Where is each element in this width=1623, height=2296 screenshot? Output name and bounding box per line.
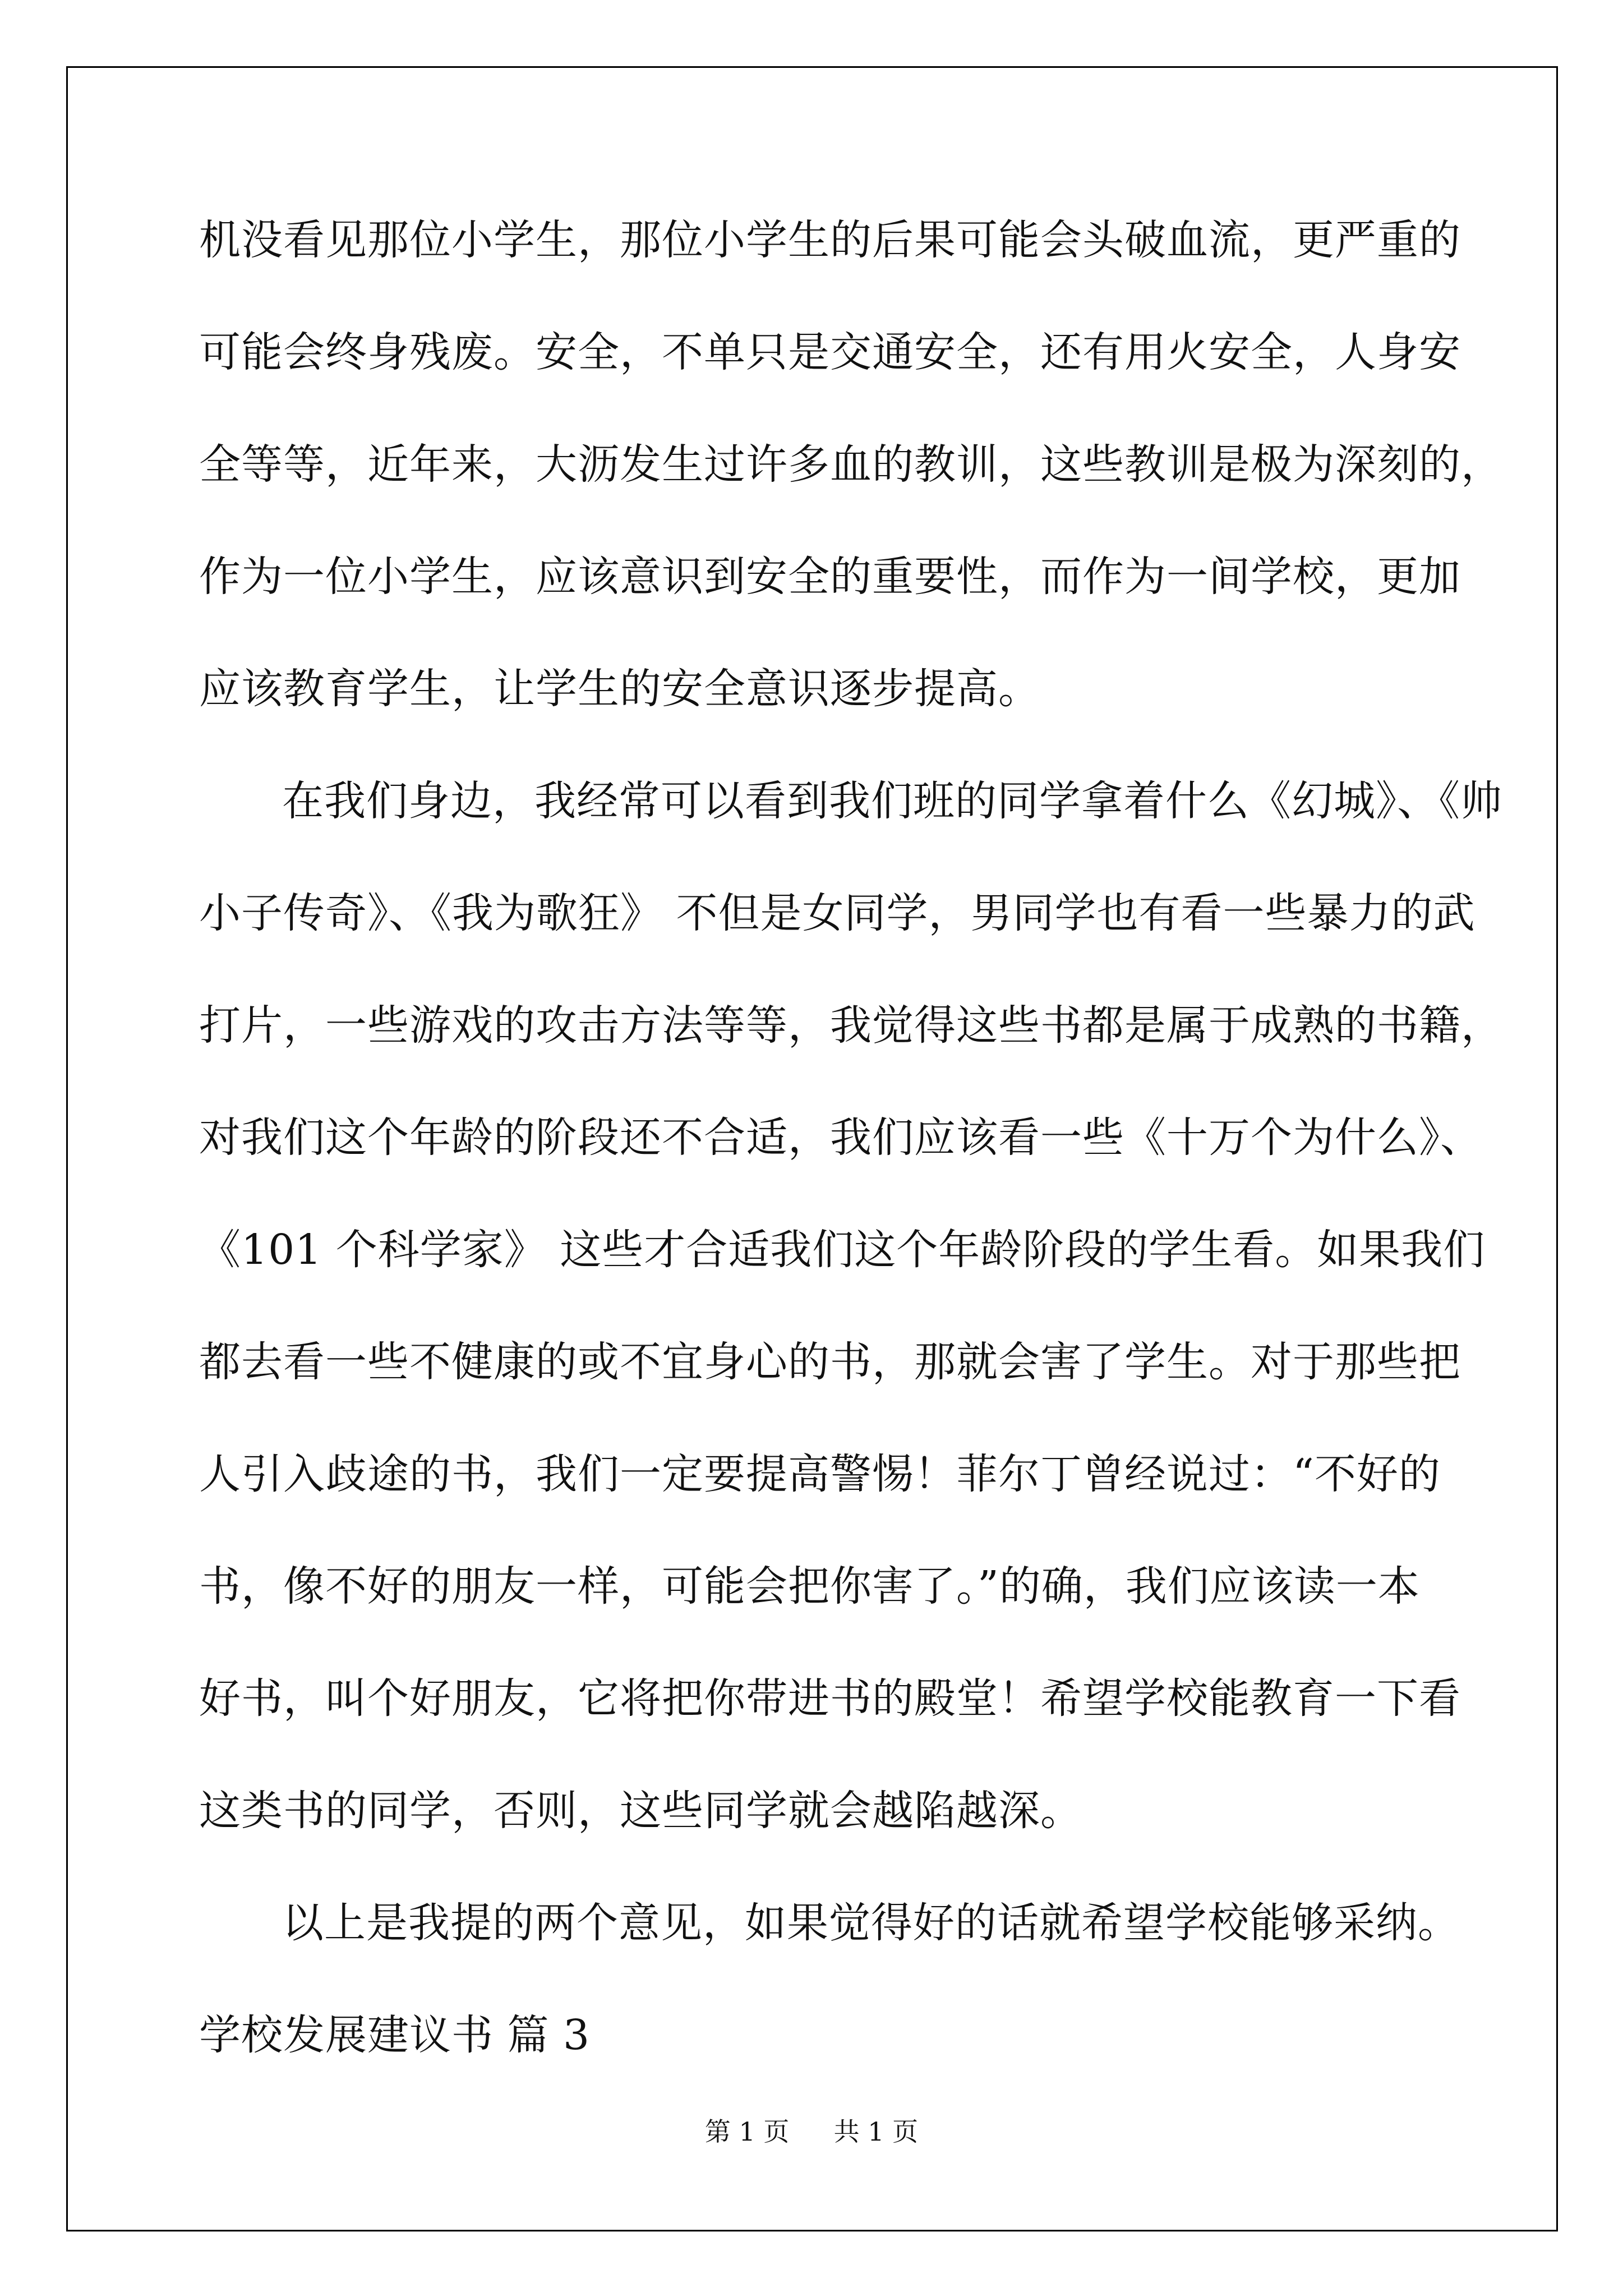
section-heading: 学校发展建议书 篇 3 [199,2011,591,2059]
body-line: 都去看一些不健康的或不宜身心的书，那就会害了学生。对于那些把 [199,1338,1461,1386]
body-line: 小子传奇》、《我为歌狂》 不但是女同学，男同学也有看一些暴力的武 [199,889,1476,937]
paragraph-start-line: 在我们身边，我经常可以看到我们班的同学拿着什么《幻城》、《帅 [282,777,1502,825]
body-line: 机没看见那位小学生，那位小学生的后果可能会头破血流，更严重的 [199,216,1461,264]
body-line: 《101 个科学家》 这些才合适我们这个年龄阶段的学生看。如果我们 [199,1226,1486,1274]
page-number: 第 1 页 [704,2116,790,2147]
body-line: 打片，一些游戏的攻击方法等等，我觉得这些书都是属于成熟的书籍， [199,1001,1503,1050]
body-line: 应该教育学生，让学生的安全意识逐步提高。 [199,665,1040,713]
body-line: 作为一位小学生，应该意识到安全的重要性，而作为一间学校，更加 [199,553,1461,601]
page-total: 共 1 页 [833,2116,919,2147]
body-line: 全等等，近年来，大沥发生过许多血的教训，这些教训是极为深刻的， [199,440,1503,489]
body-line: 这类书的同学，否则，这些同学就会越陷越深。 [199,1787,1082,1835]
paragraph-start-line: 以上是我提的两个意见，如果觉得好的话就希望学校能够采纳。 [282,1899,1460,1947]
body-line: 可能会终身残废。安全，不单只是交通安全，还有用火安全，人身安 [199,328,1461,376]
body-line: 书，像不好的朋友一样，可能会把你害了。”的确，我们应该读一本 [199,1562,1420,1611]
body-line: 人引入歧途的书，我们一定要提高警惕！菲尔丁曾经说过：“不好的 [199,1450,1441,1498]
page-footer [0,2115,1623,2148]
body-line: 对我们这个年龄的阶段还不合适，我们应该看一些《十万个为什么》、 [199,1114,1482,1162]
body-line: 好书，叫个好朋友，它将把你带进书的殿堂！希望学校能教育一下看 [199,1674,1461,1723]
